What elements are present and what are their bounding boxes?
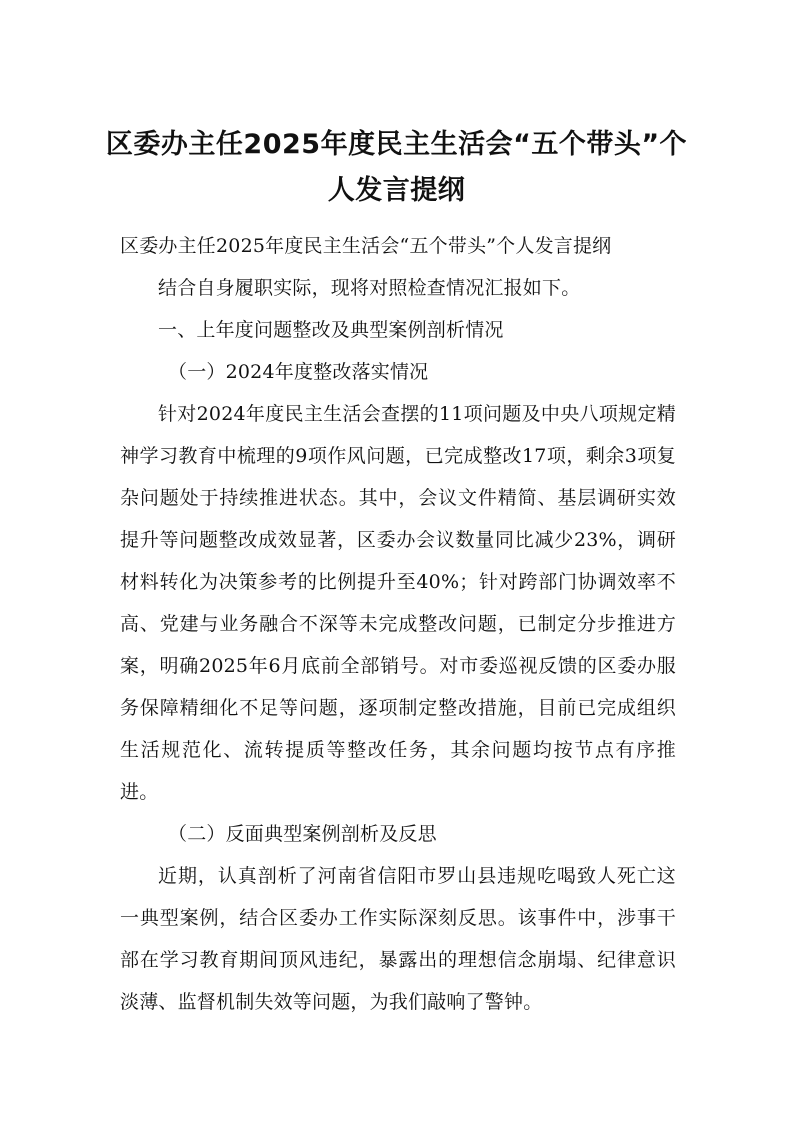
intro-paragraph: 结合自身履职实际，现将对照检查情况汇报如下。	[158, 277, 581, 299]
subsection-heading: （二）反面典型案例剖析及反思	[168, 823, 437, 845]
body-paragraph: 近期，认真剖析了河南省信阳市罗山县违规吃喝致人死亡这一典型案例，结合区委办工作实际深刻反思。该事件中，涉事干部在学习教育期间顶风违纪，暴露出的理想信念崩塌、纪律意识淡薄、监督机制失效等问题，为我们敲响了警钟。	[120, 865, 676, 1013]
subsection-heading: （一）2024年度整改落实情况	[168, 361, 429, 383]
subtitle-paragraph: 区委办主任2025年度民主生活会“五个带头”个人发言提纲	[120, 235, 612, 257]
section-heading: 一、上年度问题整改及典型案例剖析情况	[158, 319, 504, 341]
body-paragraph: 针对2024年度民主生活会查摆的11项问题及中央八项规定精神学习教育中梳理的9项作风问题，已完成整改17项，剩余3项复杂问题处于持续推进状态。其中，会议文件精简、基层调研实效提升等问题整改成效显著，区委办会议数量同比减少23%，调研材料转化为决策参考的比例提升至40%；针对跨部门协调效率不高、党建与业务融合不深等未完成整改问题，已制定分步推进方案，明确2025年6月底前全部销号。对市委巡视反馈的区委办服务保障精细化不足等问题，逐项制定整改措施，目前已完成组织生活规范化、流转提质等整改任务，其余问题均按节点有序推进。	[120, 403, 676, 803]
document-body	[120, 225, 676, 1023]
document-title: 区委办主任2025年度民主生活会“五个带头”个人发言提纲	[105, 129, 688, 206]
